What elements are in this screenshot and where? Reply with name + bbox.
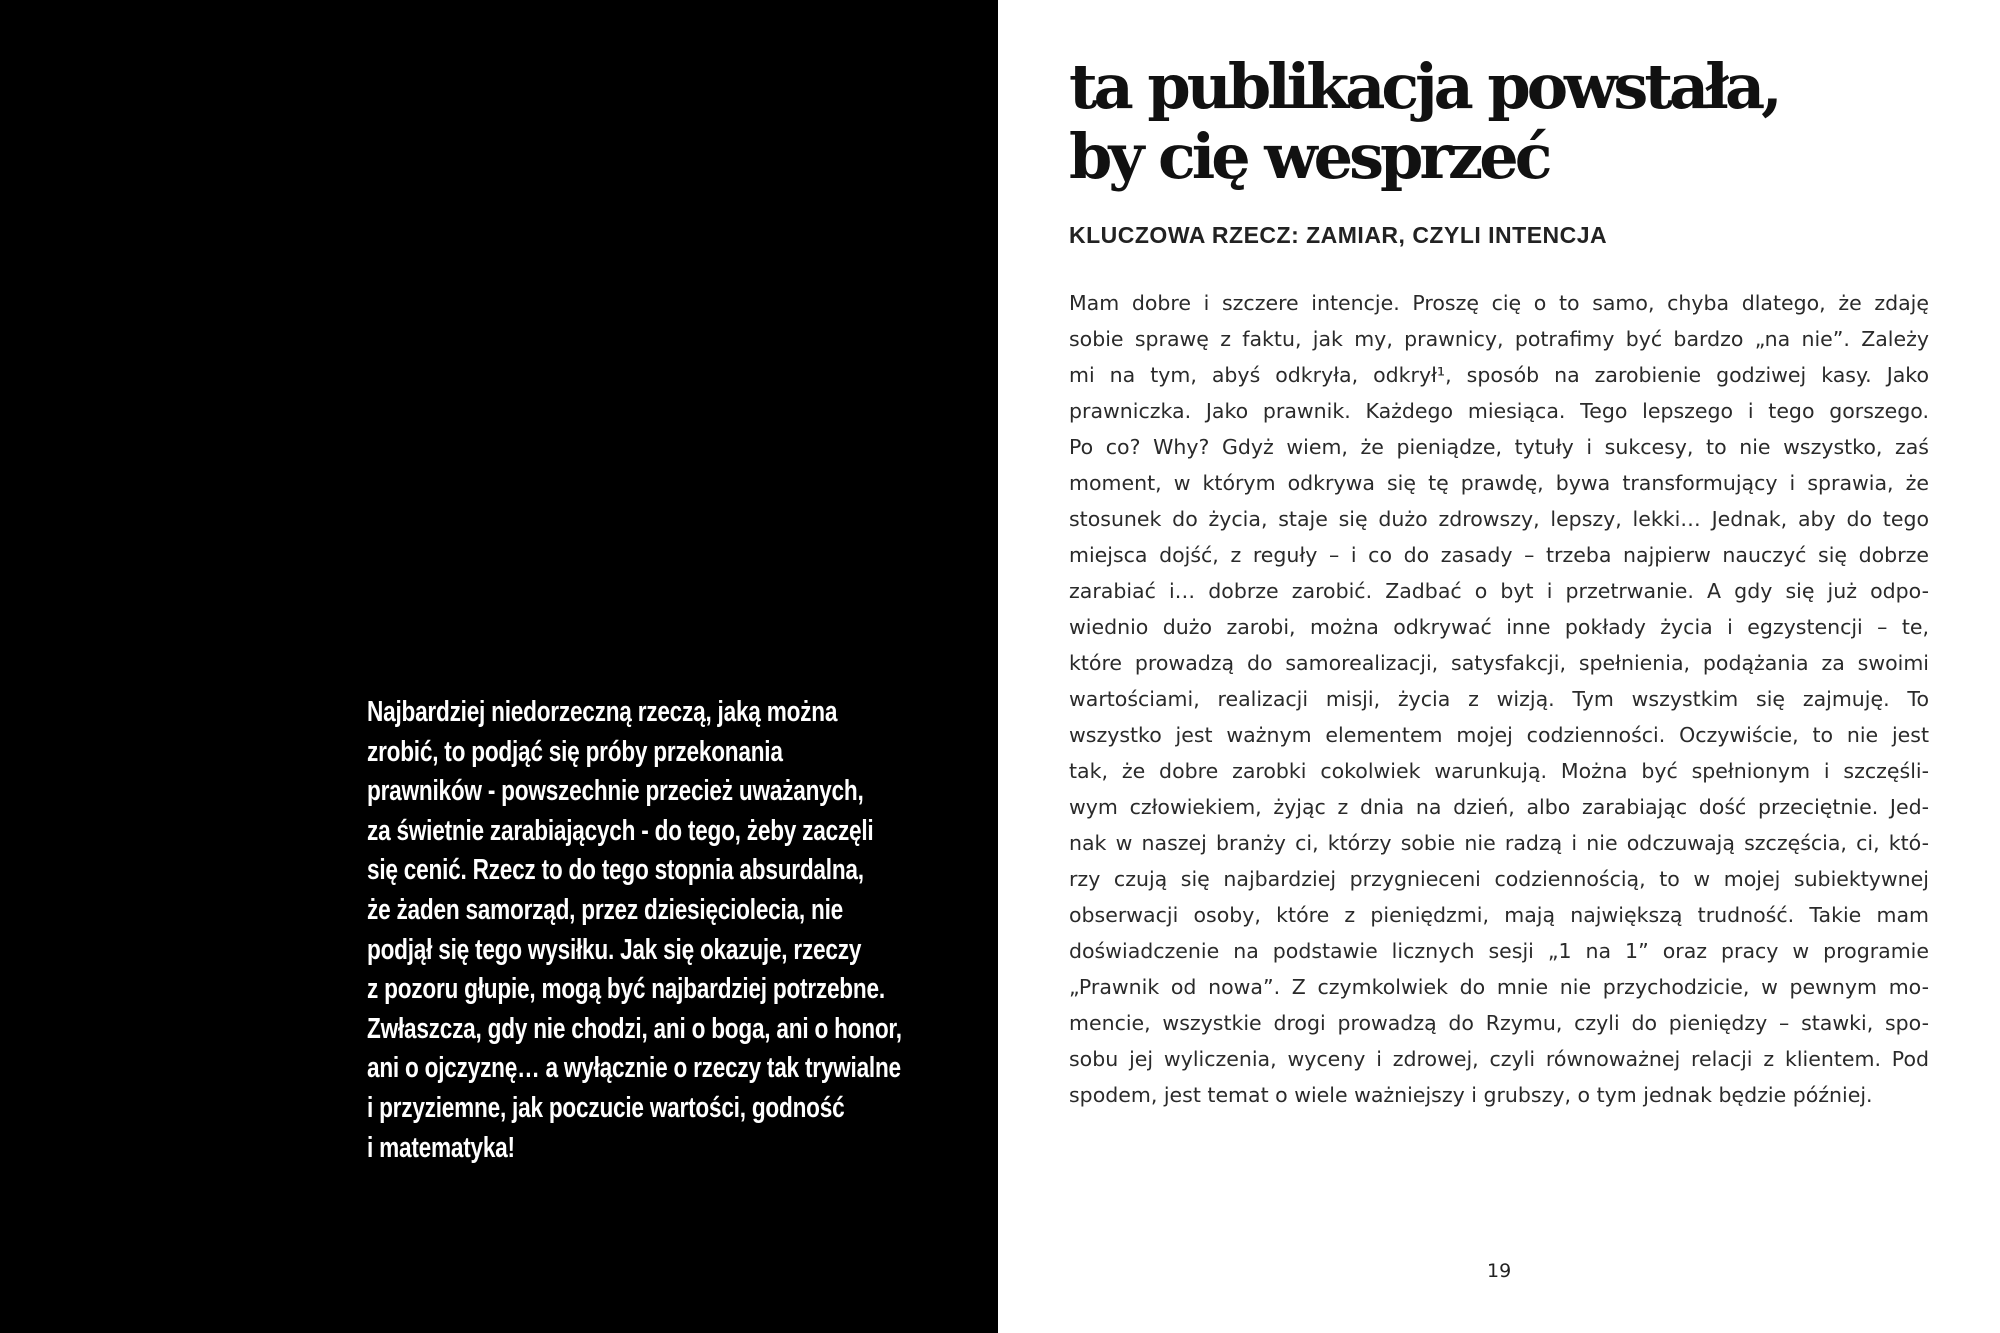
quote-line: za świetnie zarabiających - do tego, żeby zaczęli (367, 814, 874, 847)
left-page (0, 0, 998, 1333)
body-line: zarabiać i… dobrze zarobić. Zadbać o byt i przetrwanie. A gdy się już odpo- (1069, 579, 1929, 603)
quote-line: zrobić, to podjąć się próby przekonania (367, 735, 783, 768)
body-line: prawniczka. Jako prawnik. Każdego miesiąca. Tego lepszego i tego gorszego. (1069, 399, 1929, 423)
body-line: rzy czują się najbardziej przygnieceni codziennością, to w mojej subiektywnej (1069, 867, 1929, 891)
body-line: mi na tym, abyś odkryła, odkrył¹, sposób na zarobienie godziwej kasy. Jako (1069, 363, 1929, 387)
quote-line: i przyziemne, jak poczucie wartości, godność (367, 1091, 845, 1124)
body-line: Mam dobre i szczere intencje. Proszę cię o to samo, chyba dlatego, że zdaję (1069, 291, 1929, 315)
body-line: tak, że dobre zarobki cokolwiek warunkują. Można być spełnionym i szczęśli- (1069, 759, 1929, 783)
body-line: „Prawnik od nowa”. Z czymkolwiek do mnie nie przychodzicie, w pewnym mo- (1069, 975, 1929, 999)
quote-line: z pozoru głupie, mogą być najbardziej potrzebne. (367, 973, 885, 1006)
quote-block (367, 693, 902, 1168)
body-line: spodem, jest temat o wiele ważniejszy i grubszy, o tym jednak będzie później. (1069, 1083, 1873, 1107)
body-line: doświadczenie na podstawie licznych sesji „1 na 1” oraz pracy w programie (1069, 939, 1929, 963)
body-line: wym człowiekiem, żyjąc z dnia na dzień, albo zarabiając dość przeciętnie. Jed- (1069, 795, 1929, 819)
quote-line: Zwłaszcza, gdy nie chodzi, ani o boga, ani o honor, (367, 1012, 902, 1045)
body-line: miejsca dojść, z reguły – i co do zasady – trzeba najpierw nauczyć się dobrze (1069, 543, 1929, 567)
body-line: sobie sprawę z faktu, jak my, prawnicy, potrafimy być bardzo „na nie”. Zależy (1069, 327, 1929, 351)
body-line: nak w naszej branży ci, którzy sobie nie radzą i nie odczuwają szczęścia, ci, któ- (1069, 831, 1929, 855)
quote-line: i matematyka! (367, 1131, 515, 1164)
body-line: sobu jej wyliczenia, wyceny i zdrowej, czyli równoważnej relacji z klientem. Pod (1069, 1047, 1929, 1071)
quote-line: Najbardziej niedorzeczną rzeczą, jaką można (367, 696, 838, 728)
body-line: wiednio dużo zarobi, można odkrywać inne pokłady życia i egzystencji – te, (1069, 615, 1929, 639)
quote-line: podjął się tego wysiłku. Jak się okazuje, rzeczy (367, 933, 862, 966)
body-line: wartościami, realizacji misji, życia z wizją. Tym wszystkim się zajmuję. To (1069, 687, 1929, 711)
body-line: które prowadzą do samorealizacji, satysfakcji, spełnienia, podążania za swoimi (1069, 651, 1929, 675)
body-line: moment, w którym odkrywa się tę prawdę, bywa transformujący i sprawia, że (1069, 471, 1929, 495)
title-line: by cię wesprzeć (1069, 120, 1549, 193)
title-line: ta publikacja powstała, (1069, 50, 1779, 123)
quote-line: się cenić. Rzecz to do tego stopnia absurdalna, (367, 854, 864, 887)
page-number: 19 (1487, 1260, 1512, 1282)
section-subheading: KLUCZOWA RZECZ: ZAMIAR, CZYLI INTENCJA (1069, 222, 1608, 248)
quote-line: prawników - powszechnie przecież uważanych, (367, 775, 864, 808)
page-title (1069, 52, 1779, 192)
body-line: mencie, wszystkie drogi prowadzą do Rzymu, czyli do pieniędzy – stawki, spo- (1069, 1011, 1929, 1035)
body-paragraph (1069, 285, 1929, 1113)
body-line: Po co? Why? Gdyż wiem, że pieniądze, tytuły i sukcesy, to nie wszystko, zaś (1069, 435, 1929, 459)
right-page (998, 0, 2000, 1333)
body-line: wszystko jest ważnym elementem mojej codzienności. Oczywiście, to nie jest (1069, 723, 1929, 747)
quote-line: ani o ojczyznę… a wyłącznie o rzeczy tak trywialne (367, 1052, 901, 1085)
body-line: obserwacji osoby, które z pieniędzmi, mają największą trudność. Takie mam (1069, 903, 1929, 927)
body-line: stosunek do życia, staje się dużo zdrowszy, lepszy, lekki… Jednak, aby do tego (1069, 507, 1929, 531)
quote-line: że żaden samorząd, przez dziesięciolecia, nie (367, 893, 843, 926)
